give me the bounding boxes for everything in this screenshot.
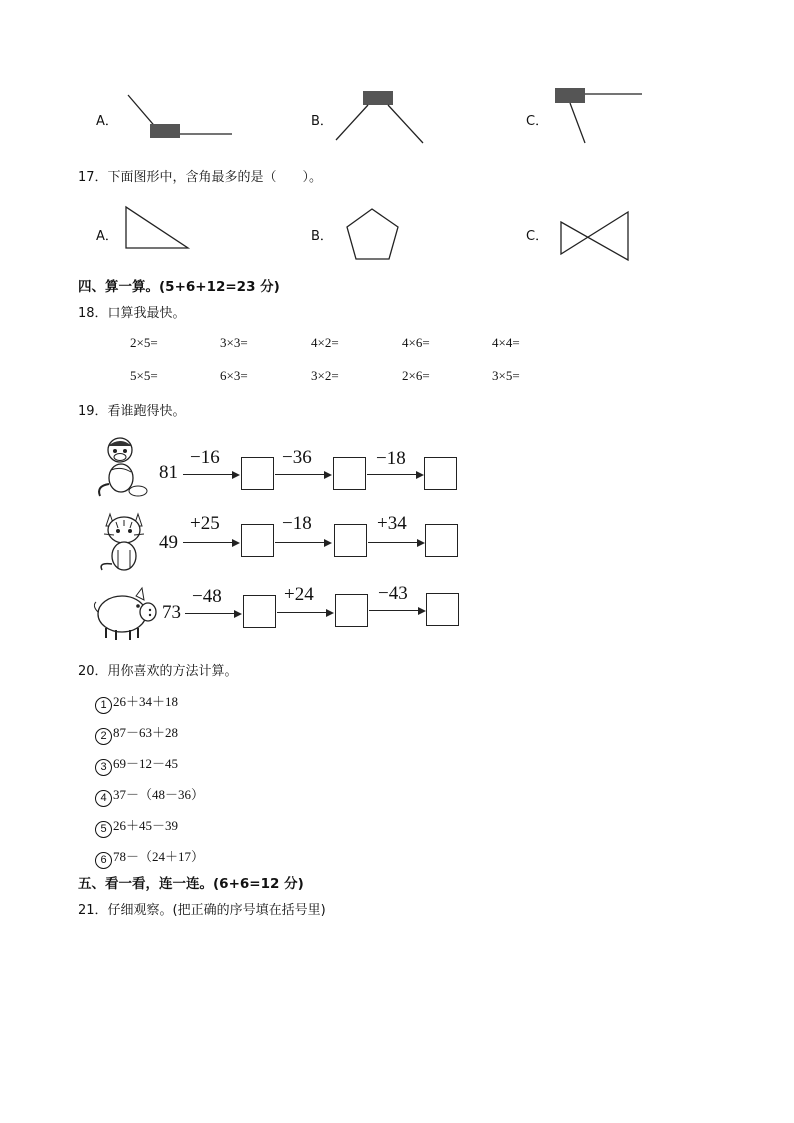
race-operation: −16 xyxy=(190,447,220,468)
question-20-text: 20．用你喜欢的方法计算。 xyxy=(78,664,238,679)
q16-option-c-label: C． xyxy=(526,114,549,129)
oral-calc-item: 3×5= xyxy=(492,368,520,383)
calc-item xyxy=(95,691,178,714)
oral-calc-item: 4×2= xyxy=(311,335,339,350)
arrow-right-icon xyxy=(275,474,330,475)
calc-item xyxy=(95,722,178,745)
calc-item xyxy=(95,753,178,776)
calc-expression: 69－12－45 xyxy=(113,756,179,771)
oral-calc-item: 3×3= xyxy=(220,335,248,350)
arrow-right-icon xyxy=(367,474,422,475)
calc-expression: 26＋34＋18 xyxy=(113,694,179,709)
section-4-title: 四、算一算。(5+6+12=23 分) xyxy=(78,279,280,295)
oral-calc-item: 5×5= xyxy=(130,368,158,383)
circled-number: 6 xyxy=(95,852,112,869)
answer-box[interactable] xyxy=(334,524,367,557)
race-operation: −48 xyxy=(192,586,222,607)
monkey-icon xyxy=(94,436,156,500)
answer-box[interactable] xyxy=(241,457,274,490)
arrow-right-icon xyxy=(185,613,240,614)
question-18-text: 18．口算我最快。 xyxy=(78,306,186,321)
calc-expression: 26＋45－39 xyxy=(113,818,179,833)
q16-option-a-figure xyxy=(120,90,240,145)
q17-option-a-label: A． xyxy=(96,229,118,244)
q16-option-b-label: B． xyxy=(311,114,333,129)
bowtie-icon xyxy=(556,208,634,264)
question-17-text: 17．下面图形中，含角最多的是（ ）。 xyxy=(78,170,323,185)
arrow-right-icon xyxy=(183,474,238,475)
race-operation: −18 xyxy=(282,513,312,534)
calc-item xyxy=(95,815,178,838)
race-operation: −18 xyxy=(376,448,406,469)
circled-number: 1 xyxy=(95,697,112,714)
section-5-title: 五、看一看，连一连。(6+6=12 分) xyxy=(78,876,304,892)
oral-calc-item: 2×5= xyxy=(130,335,158,350)
circled-number: 3 xyxy=(95,759,112,776)
circled-number: 5 xyxy=(95,821,112,838)
race-start-number: 49 xyxy=(159,532,178,553)
arrow-right-icon xyxy=(369,610,424,611)
arrow-right-icon xyxy=(275,542,330,543)
cat-icon xyxy=(96,506,156,574)
calc-item xyxy=(95,846,204,869)
q16-option-b-figure xyxy=(330,85,430,147)
q16-option-c-figure xyxy=(550,82,650,146)
arrow-right-icon xyxy=(277,612,332,613)
race-operation: +24 xyxy=(284,584,314,605)
answer-box[interactable] xyxy=(426,593,459,626)
q17-option-b-label: B． xyxy=(311,229,333,244)
question-21-text: 21．仔细观察。(把正确的序号填在括号里) xyxy=(78,903,326,918)
circled-number: 4 xyxy=(95,790,112,807)
arrow-right-icon xyxy=(368,542,423,543)
circled-number: 2 xyxy=(95,728,112,745)
race-start-number: 81 xyxy=(159,462,178,483)
answer-box[interactable] xyxy=(241,524,274,557)
calc-expression: 78－（24＋17） xyxy=(113,849,205,864)
triangle-icon xyxy=(120,202,195,254)
pentagon-icon xyxy=(342,205,404,263)
oral-calc-item: 6×3= xyxy=(220,368,248,383)
race-start-number: 73 xyxy=(162,602,181,623)
calc-item xyxy=(95,784,204,807)
oral-calc-item: 2×6= xyxy=(402,368,430,383)
arrow-right-icon xyxy=(183,542,238,543)
pig-icon xyxy=(92,586,160,644)
q17-option-c-label: C． xyxy=(526,229,549,244)
race-operation: −36 xyxy=(282,447,312,468)
race-operation: +34 xyxy=(377,513,407,534)
answer-box[interactable] xyxy=(243,595,276,628)
q16-option-a-label: A． xyxy=(96,114,118,129)
answer-box[interactable] xyxy=(335,594,368,627)
answer-box[interactable] xyxy=(425,524,458,557)
answer-box[interactable] xyxy=(424,457,457,490)
oral-calc-item: 4×4= xyxy=(492,335,520,350)
race-operation: +25 xyxy=(190,513,220,534)
calc-expression: 87－63＋28 xyxy=(113,725,179,740)
race-operation: −43 xyxy=(378,583,408,604)
answer-box[interactable] xyxy=(333,457,366,490)
oral-calc-item: 4×6= xyxy=(402,335,430,350)
calc-expression: 37－（48－36） xyxy=(113,787,205,802)
oral-calc-item: 3×2= xyxy=(311,368,339,383)
question-19-text: 19．看谁跑得快。 xyxy=(78,404,186,419)
